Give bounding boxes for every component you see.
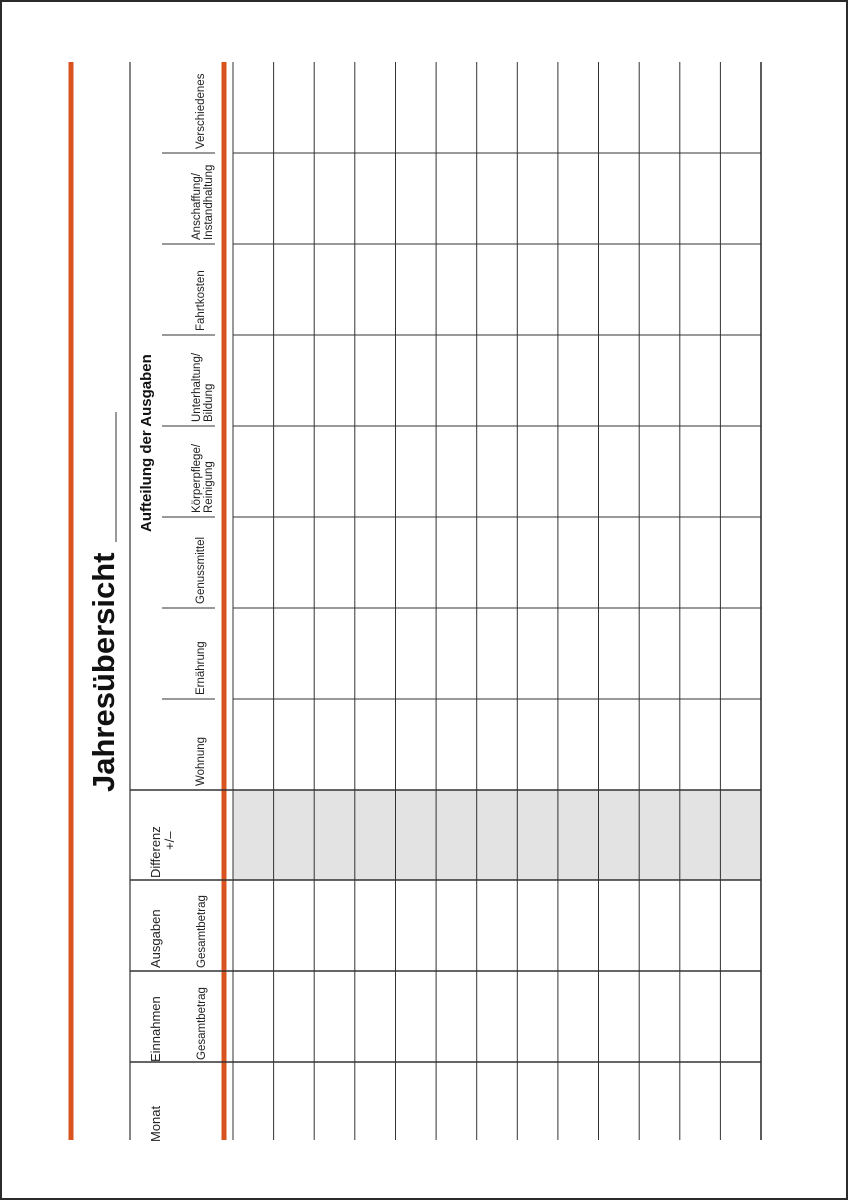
ledger-table [2, 2, 848, 1202]
col-sub-ausgaben-gesamtbetrag: Gesamtbetrag [196, 895, 208, 968]
col-header-differenz-sign: +/– [162, 831, 177, 850]
category-label-4-line-1: Bildung [203, 383, 215, 422]
category-label-6-line-1: Instandhaltung [203, 164, 215, 240]
category-label-4-line-0: Unterhaltung/ [191, 352, 203, 422]
month-row-lines [233, 62, 761, 1140]
category-label-7-line-0: Verschiedenes [195, 73, 207, 149]
category-label-3-line-0: Körperpflege/ [191, 443, 203, 513]
col-sub-einnahmen-gesamtbetrag: Gesamtbetrag [196, 987, 208, 1060]
page-title: Jahresübersicht [86, 552, 121, 792]
col-header-differenz: Differenz [148, 826, 163, 878]
category-label-6-line-0: Anschaffung/ [191, 173, 203, 240]
category-label-1-line-0: Ernährung [195, 641, 207, 695]
group-heading-aufteilung: Aufteilung der Ausgaben [138, 354, 155, 532]
col-header-monat: Monat [148, 1105, 163, 1142]
col-header-ausgaben: Ausgaben [148, 909, 163, 968]
category-label-2-line-0: Genussmittel [195, 536, 207, 604]
difference-column-shade [233, 790, 761, 880]
category-labels [191, 73, 215, 786]
col-header-einnahmen: Einnahmen [148, 996, 163, 1062]
category-label-5-line-0: Fahrtkosten [195, 270, 207, 331]
category-label-0-line-0: Wohnung [195, 736, 207, 786]
category-label-3-line-1: Reinigung [203, 461, 215, 513]
